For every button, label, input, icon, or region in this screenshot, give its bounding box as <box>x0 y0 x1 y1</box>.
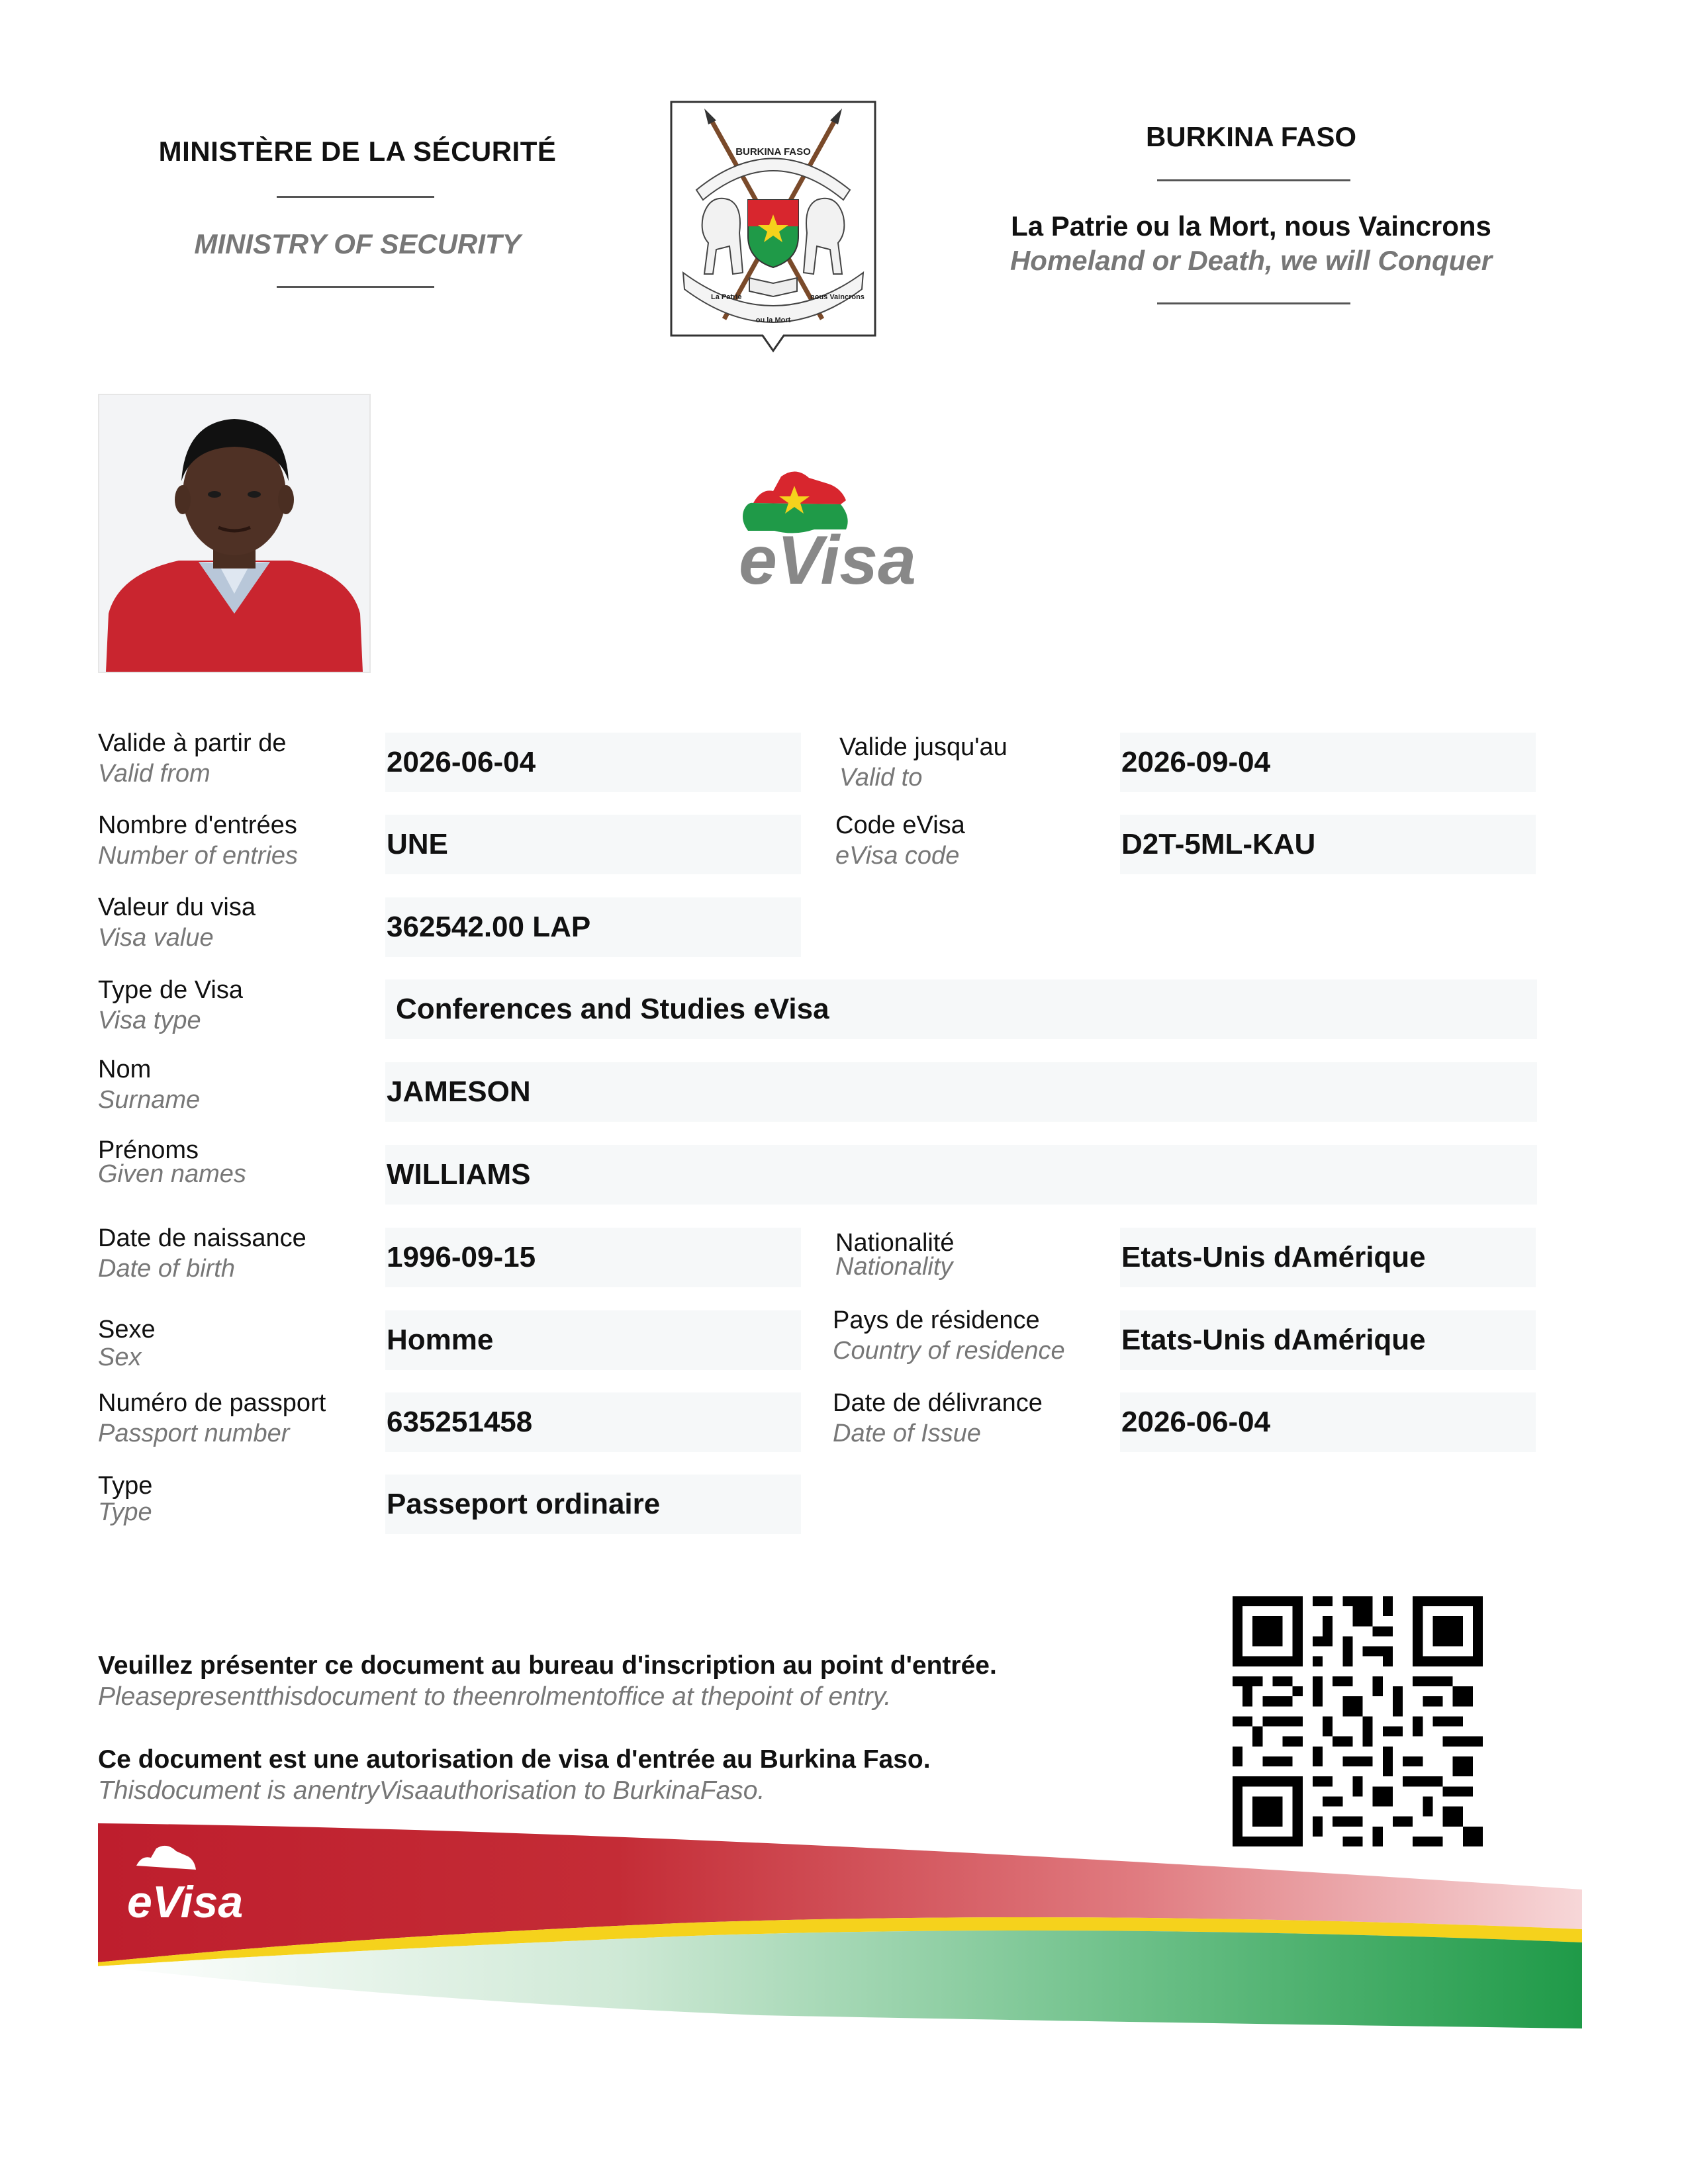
visa-type-value-text: Conferences and Studies eVisa <box>396 993 829 1025</box>
issue-date-label-en: Date of Issue <box>833 1420 981 1447</box>
entries-label <box>98 810 298 871</box>
ministry-name-fr: MINISTÈRE DE LA SÉCURITÉ <box>158 136 557 167</box>
nationality-label-fr: Nationalité <box>835 1229 955 1257</box>
evisa-code-label <box>835 810 965 871</box>
dob-label-fr: Date de naissance <box>98 1224 306 1252</box>
dob-label-en: Date of birth <box>98 1255 235 1283</box>
dob-value <box>385 1228 801 1287</box>
evisa-code-value <box>1120 815 1536 874</box>
valid-from-value-text: 2026-06-04 <box>387 746 536 778</box>
sex-label <box>98 1316 156 1371</box>
evisa-code-label-en: eVisa code <box>835 842 960 870</box>
passport-number-label-en: Passport number <box>98 1420 290 1447</box>
sex-label-fr: Sexe <box>98 1316 156 1343</box>
valid-to-value-text: 2026-09-04 <box>1121 746 1271 778</box>
nationality-label <box>835 1231 955 1279</box>
sex-label-en: Sex <box>98 1343 142 1371</box>
evisa-logo <box>735 457 947 592</box>
qr-code <box>1233 1596 1483 1846</box>
authorisation-note-en: Thisdocument is anentryVisaauthorisation to BurkinaFaso. <box>98 1776 765 1805</box>
coat-banner-text: BURKINA FASO <box>735 146 811 158</box>
nationality-value <box>1120 1228 1536 1287</box>
valid-to-label <box>839 732 1008 793</box>
issue-date-value <box>1120 1392 1536 1452</box>
residence-label <box>833 1305 1065 1366</box>
visa-type-label <box>98 975 243 1036</box>
residence-label-fr: Pays de résidence <box>833 1306 1040 1334</box>
visa-value-label-en: Visa value <box>98 924 214 952</box>
valid-to-label-fr: Valide jusqu'au <box>839 733 1008 761</box>
national-motto-en: Homeland or Death, we will Conquer <box>1009 245 1493 276</box>
coat-motto-mid: ou la Mort <box>755 316 791 324</box>
passport-type-value <box>385 1475 801 1534</box>
surname-label <box>98 1054 200 1115</box>
valid-from-label-en: Valid from <box>98 760 211 788</box>
national-motto-fr: La Patrie ou la Mort, nous Vaincrons <box>1011 210 1491 242</box>
entries-value-text: UNE <box>387 828 448 860</box>
visa-type-value <box>385 979 1537 1039</box>
visa-type-label-fr: Type de Visa <box>98 976 244 1004</box>
nationality-label-en: Nationality <box>835 1253 953 1281</box>
passport-type-label-en: Type <box>98 1498 152 1526</box>
surname-value-text: JAMESON <box>387 1075 531 1108</box>
coat-of-arms-icon <box>670 101 876 355</box>
given-names-value-text: WILLIAMS <box>387 1158 531 1191</box>
residence-value <box>1120 1310 1536 1370</box>
passport-type-value-text: Passeport ordinaire <box>387 1488 661 1520</box>
passport-number-value <box>385 1392 801 1452</box>
footer-logo-text: eVisa <box>127 1877 244 1927</box>
divider <box>1157 179 1350 181</box>
visa-type-label-en: Visa type <box>98 1007 201 1034</box>
dob-label <box>98 1223 306 1284</box>
coat-motto-right: nous Vaincrons <box>810 293 865 301</box>
visa-value-label <box>98 892 256 953</box>
issue-date-label <box>833 1388 1043 1449</box>
divider <box>1157 302 1350 304</box>
given-names-label-fr: Prénoms <box>98 1136 199 1164</box>
given-names-label <box>98 1138 246 1186</box>
evisa-code-value-text: D2T-5ML-KAU <box>1121 828 1316 860</box>
surname-label-fr: Nom <box>98 1056 152 1083</box>
sex-value-text: Homme <box>387 1324 494 1356</box>
given-names-label-en: Given names <box>98 1160 246 1188</box>
divider <box>277 196 434 198</box>
present-note-en: Pleasepresentthisdocument to theenrolmentoffice at thepoint of entry. <box>98 1682 892 1711</box>
given-names-value <box>385 1145 1537 1205</box>
entries-label-en: Number of entries <box>98 842 299 870</box>
present-note-fr: Veuillez présenter ce document au bureau d'inscription au point d'entrée. <box>98 1651 997 1680</box>
passport-number-label-fr: Numéro de passport <box>98 1389 326 1417</box>
sex-value <box>385 1310 801 1370</box>
residence-label-en: Country of residence <box>833 1337 1065 1365</box>
entries-value <box>385 815 801 874</box>
footer-flag-banner <box>98 1823 1582 2042</box>
evisa-logo-text: eVisa <box>739 522 916 592</box>
passport-number-label <box>98 1388 326 1449</box>
valid-from-label-fr: Valide à partir de <box>98 729 287 757</box>
valid-to-label-en: Valid to <box>839 764 923 792</box>
valid-from-value <box>385 733 801 792</box>
authorisation-note-fr: Ce document est une autorisation de visa d'entrée au Burkina Faso. <box>98 1745 931 1774</box>
visa-value-value-text: 362542.00 LAP <box>387 911 591 943</box>
ministry-name-en: MINISTRY OF SECURITY <box>194 228 521 259</box>
dob-value-text: 1996-09-15 <box>387 1241 536 1273</box>
entries-label-fr: Nombre d'entrées <box>98 811 297 839</box>
issue-date-label-fr: Date de délivrance <box>833 1389 1043 1417</box>
passport-number-value-text: 635251458 <box>387 1406 533 1438</box>
visa-value-value <box>385 897 801 957</box>
country-name: BURKINA FASO <box>1145 121 1357 152</box>
surname-label-en: Surname <box>98 1086 201 1114</box>
valid-from-label <box>98 728 286 789</box>
residence-value-text: Etats-Unis dAmérique <box>1121 1324 1426 1356</box>
evisa-code-label-fr: Code eVisa <box>835 811 965 839</box>
passport-type-label-fr: Type <box>98 1472 153 1500</box>
applicant-photo <box>98 394 371 673</box>
issue-date-value-text: 2026-06-04 <box>1121 1406 1271 1438</box>
coat-motto-left: La Patrie <box>711 293 742 301</box>
surname-value <box>385 1062 1537 1122</box>
visa-value-label-fr: Valeur du visa <box>98 893 256 921</box>
passport-type-label <box>98 1473 152 1525</box>
valid-to-value <box>1120 733 1536 792</box>
divider <box>277 286 434 288</box>
nationality-value-text: Etats-Unis dAmérique <box>1121 1241 1426 1273</box>
